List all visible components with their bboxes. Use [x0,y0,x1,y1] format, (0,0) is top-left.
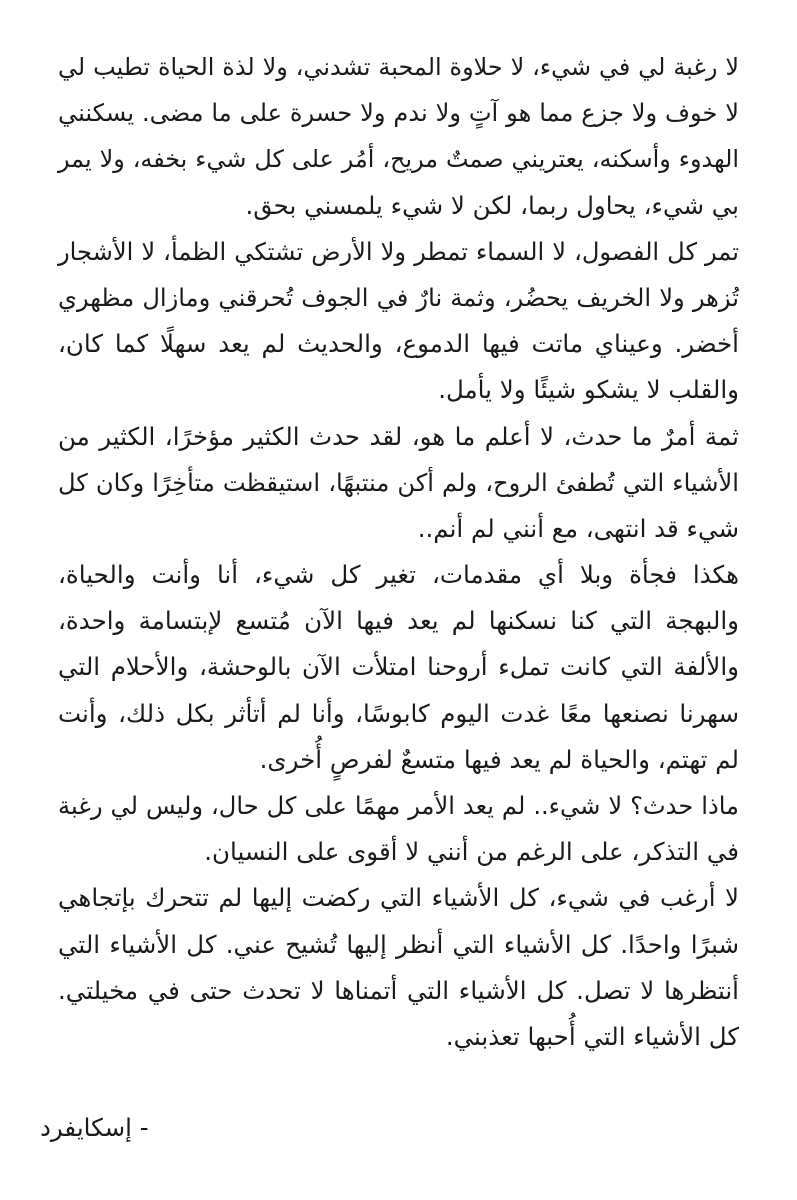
text-line: في التذكر، على الرغم من أنني لا أقوى على النسيان. [204,837,739,867]
text-line: الأشياء التي تُطفئ الروح، ولم أكن منتبهًا، استيقظت متأخِرًا وكان كل [58,468,739,497]
text-line: ثمة أمرٌ ما حدث، لا أعلم ما هو، لقد حدث الكثير مؤخرًا، الكثير من [58,421,739,451]
text-line: الهدوء وأسكنه، يعتريني صمتٌ مريح، أمُر على كل شيء بخفه، ولا يمر [58,145,739,174]
author-signature: - إسكايفرد [40,1113,149,1142]
text-line: سهرنا نصنعها معًا غدت اليوم كابوسًا، وأنا لم أتأثر بكل ذلك، وأنت [58,698,739,728]
text-line: كل الأشياء التي أُحبها تعذبني. [445,1021,739,1051]
text-line: لا رغبة لي في شيء، لا حلاوة المحبة تشدني، ولا لذة الحياة تطيب لي [58,53,739,81]
text-line: شبرًا واحدًا. كل الأشياء التي أنظر إليها تُشيح عني. كل الأشياء التي [58,929,739,959]
text-line: والألفة التي كانت تملء أروحنا امتلأت الآن بالوحشة، والأحلام التي [58,652,739,682]
poem-text [58,44,739,1060]
text-line: أنتظرها لا تصل. كل الأشياء التي أتمناها لا تحدث حتى في مخيلتي. [58,975,739,1005]
text-line: ماذا حدث؟ لا شيء.. لم يعد الأمر مهمًا على كل حال، وليس لي رغبة [58,792,739,820]
text-line: أخضر. وعيناي ماتت فيها الدموع، والحديث لم يعد سهلًا كما كان، [58,329,739,359]
text-line: والقلب لا يشكو شيئًا ولا يأمل. [438,375,739,405]
text-line: شيء قد انتهى، مع أنني لم أنم.. [417,513,739,543]
text-line: لا أرغب في شيء، كل الأشياء التي ركضت إليها لم تتحرك بإتجاهي [58,883,739,913]
text-line: هكذا فجأة وبلا أي مقدمات، تغير كل شيء، أنا وأنت والحياة، [58,560,739,590]
text-line: لم تهتم، والحياة لم يعد فيها متسعٌ لفرصٍ أُخرى. [259,744,739,774]
text-line: تُزهر ولا الخريف يحضُر، وثمة نارٌ في الجوف تُحرقني ومازال مظهري [58,283,739,312]
text-line: لا خوف ولا جزع مما هو آتٍ ولا ندم ولا حسرة على ما مضى. يسكنني [58,99,739,128]
text-line: تمر كل الفصول، لا السماء تمطر ولا الأرض تشتكي الظمأ، لا الأشجار [58,237,739,266]
text-line: بي شيء، يحاول ربما، لكن لا شيء يلمسني بحق. [245,190,739,220]
text-line: والبهجة التي كنا نسكنها لم يعد فيها الآن مُتسع لإبتسامة واحدة، [58,606,739,636]
